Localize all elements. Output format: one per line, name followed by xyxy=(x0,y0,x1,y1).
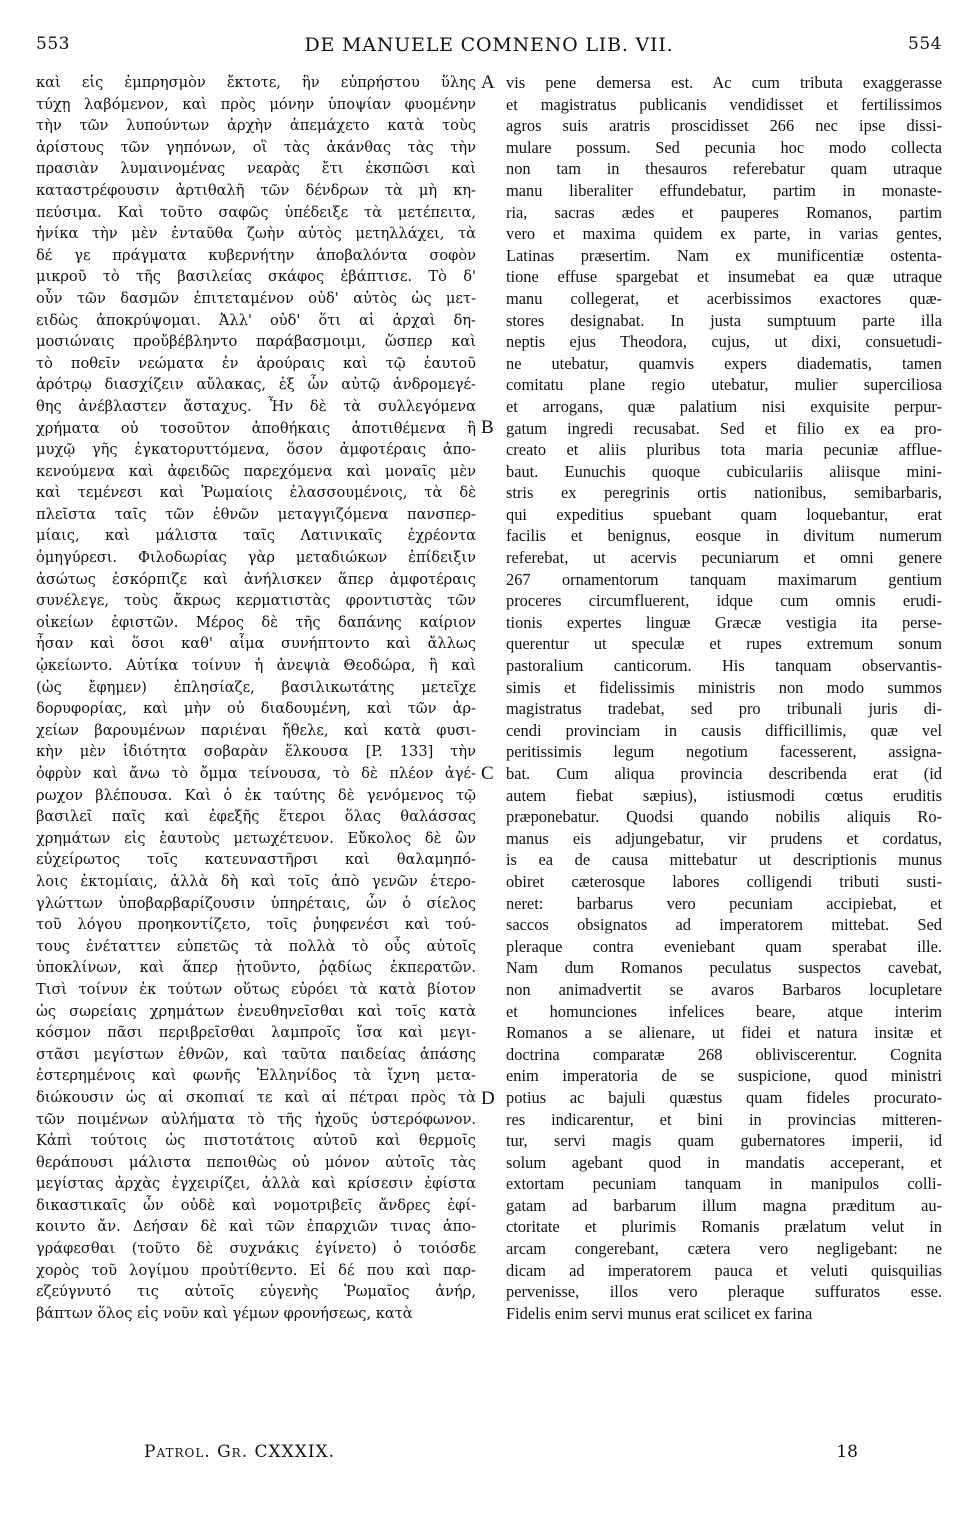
latin-text-line: proceres circumfluerent, idque cum omnis erudi- xyxy=(506,591,942,611)
latin-text-line: et homunciones infelices beare, atque interim xyxy=(506,1001,942,1021)
greek-text-line: τύχῃ λαβόμενον, καὶ πρὸς μόνην ὑποψίαν φυομένην xyxy=(36,95,476,113)
greek-text-line: κοιντο ἄν. Δεήσαν δὲ καὶ τῶν ἐπαρχιῶν τινας ἀπο- xyxy=(36,1218,476,1236)
greek-text-line: ἐστερημένοις καὶ φωνῆς Ἑλληνίδος τὰ ἴχνη μετα- xyxy=(36,1067,476,1085)
greek-text-line: θεράπουσι μάλιστα πεποιθὼς οὐ μόνον αὐτοῖς τὰς xyxy=(36,1153,476,1171)
greek-text-line: γράφεσθαι (τοῦτο δὲ συχνάκις ἐγίνετο) ὁ τοιόσδε xyxy=(36,1240,476,1258)
greek-text-line: καταστρέφουσιν ἀρτιθαλῆ τῶν δένδρων τὰ μὴ κη- xyxy=(36,181,476,199)
greek-text-line: μικροῦ τὸ τῆς βασιλείας σκάφος ἐβάπτισε. Τὸ δ' xyxy=(36,268,476,286)
greek-text-line: πεύσιμα. Καὶ τοῦτο σαφῶς ὑπέδειξε τὰ μετέπειτα, xyxy=(36,203,476,221)
latin-text-line: facilis et benignus, eosque in divitum numerum xyxy=(506,526,942,546)
running-header xyxy=(36,34,942,58)
running-title: DE MANUELE COMNENO LIB. VII. xyxy=(304,34,674,56)
greek-text-line: καὶ εἰς ἐμπρησμὸν ἔκτοτε, ἣν εὐπρήστου ὕλης xyxy=(36,74,476,91)
greek-text-line: διώκουσιν ὡς αἱ σκοπιαί τε καὶ αἱ πέτραι πρὸς τὰ xyxy=(36,1088,476,1106)
greek-text-line: ὡς σωρείαις χρημάτων ἐνευθηνεῖσθαι καὶ τοῖς κατὰ xyxy=(36,1002,476,1020)
section-marker-b: B xyxy=(481,417,494,438)
greek-text-line: χρημάτων εἰς ἑαυτοὺς μετωχέτευον. Εὔκολος δὲ ὢν xyxy=(36,829,476,847)
latin-text-line: dicam ad imperatorem pauca et veluti quisquilias xyxy=(506,1260,942,1280)
latin-text-line: potius ac bajuli quæstus quam fideles procurato- xyxy=(506,1087,942,1107)
latin-text-line: præponebatur. Quodsi quando nobilis aliquis Ro- xyxy=(506,807,942,827)
latin-text-line: Fidelis enim servi munus erat scilicet ex farina xyxy=(506,1303,813,1323)
latin-text-line: Latinas præsertim. Nam ex munificentiæ ostenta- xyxy=(506,245,942,265)
greek-text-line: θης ἀνέβλαστεν ἄσταχυς. Ἦν δὲ τὰ συλλεγόμενα xyxy=(36,397,476,415)
latin-text-line: solum agebant quod in mandatis acceperant, et xyxy=(506,1152,942,1172)
latin-text-line: extortam pecuniam tanquam in manipulos colli- xyxy=(506,1174,942,1194)
greek-text-line: πρασιὰν λυμαινομένας νεαρὰς ἔτι ἐκσπῶσι καὶ xyxy=(36,160,476,178)
latin-text-line: qui expeditius spuebant quam loquebantur, erat xyxy=(506,504,942,524)
section-marker-a: A xyxy=(481,72,495,93)
latin-text-line: saccos obsignatos ad imperatorem mittebat. Sed xyxy=(506,915,942,935)
latin-text-line: enim imperatoria de se suspicione, quod ministri xyxy=(506,1066,942,1086)
greek-text-line: οἰκείων ἐφιστῶν. Μέρος δὲ τῆς δαπάνης καίριον xyxy=(36,613,476,631)
latin-text-line: tionis expertes linguæ Græcæ vestigia ita perse- xyxy=(506,612,942,632)
greek-text-line: κενούμενα καὶ ἀφειδῶς παρεχόμενα καὶ μοναῖς μὲν xyxy=(36,462,476,480)
greek-text-line: βασιλεῖ παῖς καὶ ἐφεξῆς ἕτεροι ὅλας θαλάσσας xyxy=(36,808,476,826)
page-number-right: 554 xyxy=(908,34,942,54)
latin-text-line: magistratus tradebat, sed pro tribunali juris di- xyxy=(506,699,942,719)
latin-text-line: querentur ut speculæ et rupes extremum sonum xyxy=(506,634,942,654)
greek-text-line: οὖν τῶν δασμῶν ἐπιτεταμένον οὐδ' αὐτὸς ὡς μετ- xyxy=(36,289,476,307)
greek-text-line: ἀρίστους τῶν γηπόνων, οἳ τὰς ἀκάνθας τὰς τὴν xyxy=(36,138,476,156)
page-number-left: 553 xyxy=(36,34,70,54)
section-marker-c: C xyxy=(481,763,494,784)
greek-text-line: τὸ ποθεῖν νεώματα ἐν ἀρούραις καὶ τῷ ἑαυτοῦ xyxy=(36,354,476,372)
latin-text-line: simis et fidelissimis ministris non modo summos xyxy=(506,677,942,697)
latin-text-line: baut. Eunuchis quoque cubiculariis aliisque mini- xyxy=(506,461,942,481)
latin-text-line: non animadvertit se avaros Barbaros locupletare xyxy=(506,979,942,999)
greek-text-line: ειδὼς ἀποκρύψομαι. Ἀλλ' οὐδ' ὅτι αἱ ἀρχαὶ δη- xyxy=(36,311,476,329)
greek-text-line: δορυφορίας, καὶ μὴν οὐ διαδουμένη, καὶ τῶν ἀρ- xyxy=(36,700,476,718)
latin-text-line: pastoralium canticorum. His tanquam observantis- xyxy=(506,656,942,676)
greek-text-line: λοις ἐκτομίαις, ἀλλὰ δὴ καὶ τοῖς ἀπὸ γενῶν ἑτερο- xyxy=(36,872,476,890)
greek-text-column xyxy=(36,72,476,1324)
latin-text-line: pleraque contra eveniebant quam sperabat ille. xyxy=(506,936,942,956)
latin-text-line: non tam in thesauros referebatur quam utraque xyxy=(506,159,942,179)
latin-text-line: vis pene demersa est. Ac cum tributa exaggerasse xyxy=(506,73,942,92)
greek-text-line: εὐχείρωτος τοῖς κατευναστῆρσι καὶ θαλαμηπό- xyxy=(36,851,476,869)
latin-text-line: creato et aliis pluribus tota maria pecuniæ afflue- xyxy=(506,440,942,460)
latin-text-line: Nam dum Romanos peculatus suspectos cavebat, xyxy=(506,958,942,978)
greek-text-line: μοσιώναις προὔβέβληντο παράβασμοιμι, ὥσπερ καὶ xyxy=(36,333,476,351)
latin-text-line: gatum ingredi recusabat. Sed et filio ex ea pro- xyxy=(506,418,942,438)
latin-text-line: manu liberaliter effundebatur, partim in monaste- xyxy=(506,180,942,200)
greek-text-line: (ὡς ἔφημεν) ἐπλησίαζε, βασιλικωτάτης μετεῖχε xyxy=(36,678,476,696)
greek-text-line: συνέλεγε, τοὺς ἄκρως κερματιστὰς φροντιστὰς τῶν xyxy=(36,592,476,610)
latin-text-line: stores designabat. In justa sumptuum parte illa xyxy=(506,310,942,330)
latin-text-line: ne utebatur, quamvis expers diadematis, tamen xyxy=(506,353,942,373)
greek-text-line: ὀφρὺν καὶ ἄνω τὸ ὄμμα τείνουσα, τὸ δὲ πλέον ἀγέ- xyxy=(36,765,476,782)
series-reference: Patrol. Gr. CXXXIX. xyxy=(144,1442,336,1462)
latin-text-line: manus eis adjungebatur, vir prudens et cordatus, xyxy=(506,828,942,848)
greek-text-line: χρήματα οὐ τοσοῦτον ἀποθήκαις ἀποτιθέμενα ἢ xyxy=(36,419,476,437)
greek-text-line: κὴν μὲν ἰδιότητα σοβαρὰν ἕλκουσα [P. 133] τὴν xyxy=(36,743,476,761)
greek-text-line: μυχῷ γῆς ἐγκατορυττόμενα, ὅσον ἀμφοτέραις ἀπο- xyxy=(36,441,476,459)
section-marker-d: D xyxy=(481,1088,495,1109)
greek-text-line: ἀρότρῳ διασχίζειν αὔλακας, ἐξ ὧν αὐτῷ ἀνδρομεγέ- xyxy=(36,376,476,394)
signature-number: 18 xyxy=(836,1442,858,1462)
latin-text-line: doctrina comparatæ 268 obliviscerentur. Cognita xyxy=(506,1044,942,1064)
greek-text-line: δέ γε πράγματα κυβερνήτην ἀποβαλόντα σοφὸν xyxy=(36,246,476,264)
latin-text-line: obiret cæterosque labores colligendi tributi susti- xyxy=(506,871,942,891)
latin-text-line: tione effuse spargebat et insumebat ea quæ utraque xyxy=(506,267,942,287)
latin-text-line: ctoritate et plurimis Romanis prælatum velut in xyxy=(506,1217,942,1237)
latin-text-line: agros suis aratris proscidisset 266 nec ipse dissi- xyxy=(506,116,942,136)
latin-text-line: tur, servi magis quam gubernatores imperii, id xyxy=(506,1131,942,1151)
latin-text-column xyxy=(506,72,942,1324)
latin-text-line: ria, sacras ædes et pauperes Romanos, partim xyxy=(506,202,942,222)
greek-text-line: τοῦ λόγου προηκοντίζετο, τοῖς ῥυηφενέσι καὶ τού- xyxy=(36,916,476,934)
greek-text-line: κόσμον πᾶσι περιβρεῖσθαι λαμπροῖς ἴσα καὶ μεγι- xyxy=(36,1024,476,1042)
latin-text-line: Romanos a se alienare, ut fidei et natura insitæ et xyxy=(506,1023,942,1043)
greek-text-line: ρωχον βλέπουσα. Καὶ ὁ ἐκ ταύτης δὲ γενόμενος τῷ xyxy=(36,786,476,804)
greek-text-line: καὶ τεμένεσι καὶ Ῥωμαίοις ἐλασσουμένοις, τὰ δὲ xyxy=(36,484,476,502)
latin-text-line: neptis ejus Theodora, cujus, ut dixi, consuetudi- xyxy=(506,332,942,352)
latin-text-line: gatam ad barbarum illum magna præditum au- xyxy=(506,1195,942,1215)
latin-text-line: neret: barbarus vero pecuniam accipiebat, et xyxy=(506,893,942,913)
greek-text-line: γλώττων ὑποβαρβαρίζουσιν ὑπηρέταις, ὧν ὁ σίελος xyxy=(36,894,476,912)
greek-text-line: ὑποκλίνων, καὶ ἅπερ ᾐτοῦντο, ῥᾳδίως ἐκπερατῶν. xyxy=(36,959,476,977)
greek-text-line: Τισὶ τοίνυν ἐκ τούτων οὕτως εὐρόει τὰ κατὰ βίοτον xyxy=(36,980,476,998)
latin-text-line: manu collegerat, et acerbissimos exactores quæ- xyxy=(506,288,942,308)
greek-text-line: εζεύγνυτό τις αὐτοῖς εὐγενὴς Ῥωμαῖος ἀνήρ, xyxy=(36,1283,476,1301)
greek-text-line: τους ἐνέταττεν εὐπετῶς τὰ πολλὰ τὸ οὖς αὐτοῖς xyxy=(36,937,476,955)
greek-text-line: ἦσαν καὶ ὅσοι καθ' αἷμα συνήπτοντο καὶ ἄλλως xyxy=(36,635,476,653)
latin-text-line: cendi provinciam in causis difficillimis, quæ vel xyxy=(506,720,942,740)
latin-text-line: res indicarentur, et bini in provincias mitteren- xyxy=(506,1109,942,1129)
greek-text-line: μίαις, καὶ μάλιστα ταῖς Λατινικαῖς ἐχρέοντα xyxy=(36,527,476,545)
latin-text-line: et arrogans, quæ palatium nisi exquisite perpur- xyxy=(506,396,942,416)
greek-text-line: ὁμηγύρεσι. Φιλοδωρίας γὰρ μεταδιώκων ἐπίδειξιν xyxy=(36,549,476,567)
greek-text-line: μεγίστας ἀρχὰς ἐγχειρίζει, ἀλλὰ καὶ κρίσεσιν ἐφίστα xyxy=(36,1175,476,1193)
greek-text-line: δικαστικαῖς ὧν οὐδὲ καὶ νομοτριβεῖς ἄνδρες ἐφί- xyxy=(36,1196,476,1214)
greek-text-line: στᾶσι μεγίστων ἐθνῶν, καὶ ταῦτα παιδείας ἁπάσης xyxy=(36,1045,476,1063)
latin-text-line: comitatu plane regio utebatur, mulier superciliosa xyxy=(506,375,942,395)
greek-text-line: χορὸς τοῦ λογίμου προὐτίθεντο. Εἰ δέ που καὶ παρ- xyxy=(36,1261,476,1279)
latin-text-line: 267 ornamentorum tanquam maximarum gentium xyxy=(506,569,942,589)
greek-text-line: Κἀπὶ τούτοις ὡς πιστοτάτοις αὐτοῦ καὶ θερμοῖς xyxy=(36,1132,476,1150)
latin-text-line: is ea de causa mittebatur ut descriptionis munus xyxy=(506,850,942,870)
greek-text-line: χείων βαρουμένων παριέναι ἤθελε, καὶ κατὰ φυσι- xyxy=(36,721,476,739)
latin-text-line: peritissimis legum negotium facesserent, assigna- xyxy=(506,742,942,762)
greek-text-line: τῶν ποιμένων αὐλήματα τὸ τῆς ἠχοῦς ὑστερόφωνον. xyxy=(36,1110,476,1128)
greek-text-line: βάπτων ὅλος εἰς νοῦν καὶ γέμων φρονήσεως, κατὰ xyxy=(36,1304,413,1322)
latin-text-line: mulare possum. Sed pecunia hoc modo collecta xyxy=(506,137,942,157)
latin-text-line: stris ex peregrinis ortis nationibus, semibarbaris, xyxy=(506,483,942,503)
greek-text-line: ἀσώτως ἐσκόρπιζε καὶ ἀνήλισκεν ἅπερ ἀμφοτέραις xyxy=(36,570,476,588)
latin-text-line: referebat, ut acervis pecuniarum et omni genere xyxy=(506,548,942,568)
greek-text-line: πλεῖστα ταῖς τῶν ἐθνῶν μεταγγιζόμενα πανσπερ- xyxy=(36,505,476,523)
page-footer xyxy=(36,1442,942,1466)
latin-text-line: arcam congerebant, cætera vero negligebant: ne xyxy=(506,1239,942,1259)
latin-text-line: et magistratus publicanis vendidisset et fertilissimos xyxy=(506,94,942,114)
greek-text-line: ᾠκείωντο. Αὐτίκα τοίνυν ἡ ἀνεψιὰ Θεοδώρα, ἣ καὶ xyxy=(36,657,476,675)
latin-text-line: bat. Cum aliqua provincia describenda erat (id xyxy=(506,764,942,783)
greek-text-line: τὴν τῶν λυπούντων ἀρχὴν ἀπεμάχετο κατὰ τοὺς xyxy=(36,117,476,135)
latin-text-line: autem fiebat sæpius), istiusmodi cœtus eruditis xyxy=(506,785,942,805)
greek-text-line: ἡνίκα τὴν μὲν ἐνταῦθα ζωὴν αὐτὸς μετηλλάχει, τὰ xyxy=(36,225,476,243)
latin-text-line: vero et maxima quidem ex parte, in varias gentes, xyxy=(506,224,942,244)
latin-text-line: pervenisse, illos vero pleraque suffuratos esse. xyxy=(506,1282,942,1302)
